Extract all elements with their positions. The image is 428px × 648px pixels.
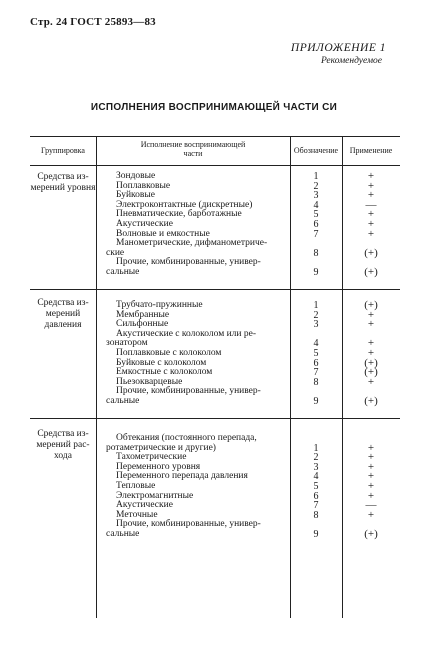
header-code: Обозначение (293, 146, 339, 155)
appendix-status: Рекомендуемое (320, 56, 382, 66)
item-text: Акустические (116, 219, 173, 229)
item-text: Сильфонные (116, 319, 169, 330)
group-name: Средства из- (37, 429, 89, 439)
item-text: Пневматические, барботажные (116, 209, 242, 220)
item-code: 2 (313, 452, 319, 464)
item-text: Поплавковые (116, 180, 171, 191)
item-text: Манометрические, дифманометриче- (116, 238, 268, 249)
item-use: (+) (364, 356, 378, 369)
group-name: хода (54, 451, 72, 461)
item-code: 2 (313, 180, 319, 192)
item-code: 1 (313, 300, 319, 311)
item-text: Буйковые с колоколом (116, 357, 207, 368)
item-code: 8 (313, 376, 319, 388)
item-code: 9 (313, 396, 319, 407)
page-header: Стр. 24 ГОСТ 25893—83 (30, 16, 156, 28)
item-text: Тахометрические (116, 452, 187, 463)
item-use: + (367, 347, 375, 359)
item-use: + (367, 441, 375, 454)
item-code: 3 (313, 461, 319, 473)
item-code: 9 (313, 529, 319, 540)
item-text: Переменного перепада давления (116, 471, 248, 482)
group-divider (30, 289, 400, 290)
item-use: — (365, 499, 377, 512)
item-text: Волновые и емкостные (116, 228, 210, 239)
item-text: Электроконтактные (дискретные) (116, 199, 253, 210)
item-text: Прочие, комбинированные, универ- (116, 386, 261, 397)
group-name: Средства из- (37, 298, 89, 308)
item-text: Емкостные с колоколом (116, 367, 213, 378)
document-title: ИСПОЛНЕНИЯ ВОСПРИНИМАЮЩЕЙ ЧАСТИ СИ (90, 102, 338, 113)
group-name: мерений давления (44, 309, 82, 330)
item-use: + (367, 179, 375, 192)
group-name: Средства из- (37, 172, 89, 182)
item-text: Мембранные (116, 309, 170, 320)
item-use: + (367, 480, 375, 492)
item-use: + (367, 460, 375, 473)
item-use: + (367, 318, 375, 331)
item-code: 5 (313, 481, 319, 492)
item-text: Прочие, комбинированные, универ- (116, 519, 261, 530)
item-code: 1 (313, 171, 319, 182)
item-use: (+) (364, 395, 378, 407)
item-code: 5 (313, 348, 319, 359)
item-use: (+) (364, 366, 378, 379)
item-text: Электромагнитные (116, 490, 194, 501)
item-text: Пьезокварцевые (116, 376, 183, 387)
item-text: Переменного уровня (116, 461, 201, 472)
item-code: 6 (313, 219, 319, 230)
item-text: Тепловые (116, 481, 156, 491)
item-text: Акустические с колоколом или ре- (116, 328, 256, 339)
item-text: Буйковые (116, 190, 156, 201)
header-use: Применение (349, 146, 393, 155)
item-code: 4 (313, 471, 319, 483)
item-text: Трубчато-пружинные (116, 300, 203, 310)
item-code: 7 (313, 500, 319, 512)
item-use: (+) (364, 528, 378, 540)
item-text-cont: сальные (106, 529, 140, 539)
item-use: + (367, 489, 375, 502)
item-use: (+) (364, 246, 378, 259)
column-divider (290, 136, 291, 618)
appendix-label: ПРИЛОЖЕНИЕ 1 (290, 42, 386, 54)
item-use: + (367, 451, 375, 464)
item-code: 5 (313, 209, 319, 221)
item-use: (+) (364, 299, 378, 311)
group-divider (30, 418, 400, 419)
column-divider (96, 136, 97, 618)
item-use: + (367, 208, 375, 221)
item-code: 1 (313, 442, 319, 454)
group-name: мерений рас- (36, 440, 90, 450)
item-text: Обтекания (постоянного перепада, (116, 433, 257, 443)
item-text-cont: ротаметрические и другие) (106, 442, 216, 453)
item-code: 8 (313, 509, 319, 521)
item-text: Прочие, комбинированные, универ- (116, 257, 261, 268)
item-code: 4 (313, 338, 319, 350)
item-text: Меточные (116, 509, 158, 520)
item-text-cont: сальные (106, 267, 140, 277)
item-use: — (365, 198, 377, 211)
item-code: 7 (313, 367, 319, 379)
item-text: Зондовые (116, 171, 156, 181)
item-code: 6 (313, 490, 319, 502)
item-use: + (367, 470, 375, 483)
item-code: 3 (313, 319, 319, 331)
item-use: + (367, 218, 375, 230)
header-version: Исполнение воспринимающей части (140, 140, 246, 158)
item-code: 8 (313, 247, 319, 259)
item-text: Акустические (116, 500, 173, 511)
table-top-rule (30, 136, 400, 137)
item-use: (+) (364, 266, 378, 278)
item-use: + (367, 227, 375, 240)
item-use: + (367, 375, 375, 388)
item-use: + (367, 508, 375, 521)
item-code: 3 (313, 190, 319, 202)
table-header-rule (30, 165, 400, 166)
item-use: + (367, 308, 375, 321)
item-use: + (367, 170, 375, 182)
item-text-cont: сальные (106, 396, 140, 406)
item-code: 2 (313, 309, 319, 321)
item-code: 4 (313, 199, 319, 211)
item-text-cont: ские (106, 247, 125, 258)
column-divider (342, 136, 343, 618)
header-group: Группировка (41, 146, 85, 155)
item-code: 7 (313, 228, 319, 240)
item-code: 6 (313, 357, 319, 369)
group-name: мерений уровня (30, 183, 96, 193)
item-text: Поплавковые с колоколом (116, 348, 222, 358)
item-use: + (367, 337, 375, 350)
item-use: + (367, 189, 375, 202)
item-code: 9 (313, 267, 319, 278)
item-text-cont: зонатором (106, 338, 148, 349)
